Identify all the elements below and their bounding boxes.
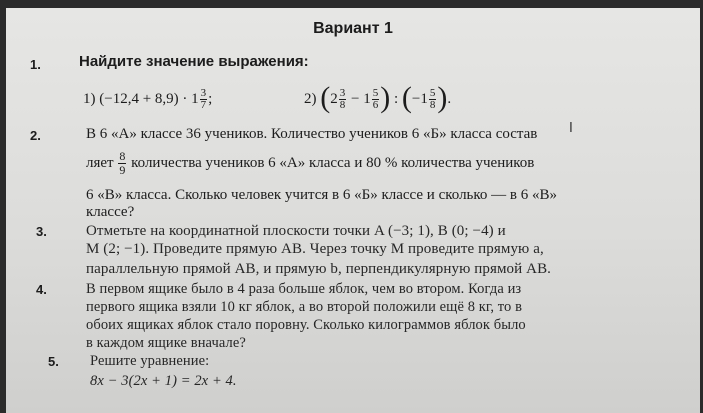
task-3-line-3: параллельную прямой AB, и прямую b, перпендикулярную прямой AB. — [86, 261, 552, 277]
expr2-fraction-3 — [429, 88, 437, 111]
expr1-fraction — [200, 88, 208, 111]
task-2-line-2 — [86, 150, 534, 177]
expr2-denominator-2: 6 — [372, 99, 379, 111]
expr2-whole-1: 2 — [330, 90, 338, 107]
task-1-text: Найдите значение выражения: — [79, 53, 309, 70]
expr2-denominator-3: 8 — [429, 99, 436, 111]
task-2-line-1: В 6 «А» классе 36 учеников. Количество учеников 6 «Б» класса состав — [86, 126, 538, 142]
expr2-fraction-1 — [339, 88, 347, 111]
task-4-line-1: В первом ящике было в 4 раза больше яблок, чем во втором. Когда из — [86, 281, 522, 297]
task-3-number: 3. — [36, 224, 47, 239]
worksheet-page — [6, 8, 700, 413]
text-cursor-icon: I — [569, 121, 573, 136]
task-2-fraction — [118, 150, 126, 177]
expr2-label: 2) — [304, 90, 317, 107]
expr2-colon: : — [393, 90, 399, 107]
task-2-fraction-numerator: 8 — [119, 149, 126, 163]
task-2-line-4: классе? — [86, 204, 135, 220]
task-4-number: 4. — [36, 282, 47, 297]
task-2-line-3: 6 «В» класса. Сколько человек учится в 6 «Б» классе и сколько — в 6 «В» — [86, 187, 558, 203]
expr1-tail: ; — [208, 90, 213, 107]
expr1-label: 1) — [83, 90, 96, 107]
task-2-number: 2. — [30, 128, 41, 143]
task-4-line-3: обоих ящиках яблок стало поровну. Сколько килограммов яблок было — [86, 317, 526, 333]
expr1-denominator: 7 — [200, 99, 207, 111]
task-5-number: 5. — [48, 354, 59, 369]
task-2-line-2-end: количества учеников 6 «А» класса и 80 % количества учеников — [131, 154, 535, 171]
expr1-numerator: 3 — [200, 87, 207, 99]
expr2-denominator-1: 8 — [339, 99, 346, 111]
task-2-fraction-denominator: 9 — [119, 163, 126, 177]
expr2-open-paren-2: ( — [401, 80, 412, 114]
page-title: Вариант 1 — [313, 20, 393, 37]
task-1-number: 1. — [30, 57, 41, 72]
task-1-expression-2 — [304, 80, 452, 114]
task-3-line-2: M (2; −1). Проведите прямую AB. Через точку M проведите прямую a, — [86, 241, 544, 257]
task-2-line-2-start: ляет — [86, 154, 114, 171]
expr2-numerator-1: 3 — [339, 87, 346, 99]
expr1-body: (−12,4 + 8,9) · 1 — [99, 90, 199, 107]
task-5-line-1: Решите уравнение: — [90, 353, 210, 369]
expr2-close-paren: ) — [380, 80, 391, 114]
expr2-numerator-2: 5 — [372, 87, 379, 99]
expr2-close-paren-2: ) — [437, 80, 448, 114]
task-3-line-1: Отметьте на координатной плоскости точки A (−3; 1), B (0; −4) и — [86, 223, 506, 239]
expr2-negative: −1 — [411, 90, 428, 107]
task-5-equation: 8x − 3(2x + 1) = 2x + 4. — [90, 373, 237, 389]
task-4-line-4: в каждом ящике вначале? — [86, 335, 246, 351]
expr2-minus: − 1 — [351, 90, 371, 107]
expr2-fraction-2 — [372, 88, 380, 111]
task-1-expression-1 — [83, 88, 212, 111]
expr2-open-paren: ( — [320, 80, 331, 114]
expr2-numerator-3: 5 — [429, 87, 436, 99]
expr2-tail: . — [447, 90, 452, 107]
task-4-line-2: первого ящика взяли 10 кг яблок, а во второй положили ещё 8 кг, то в — [86, 299, 523, 315]
